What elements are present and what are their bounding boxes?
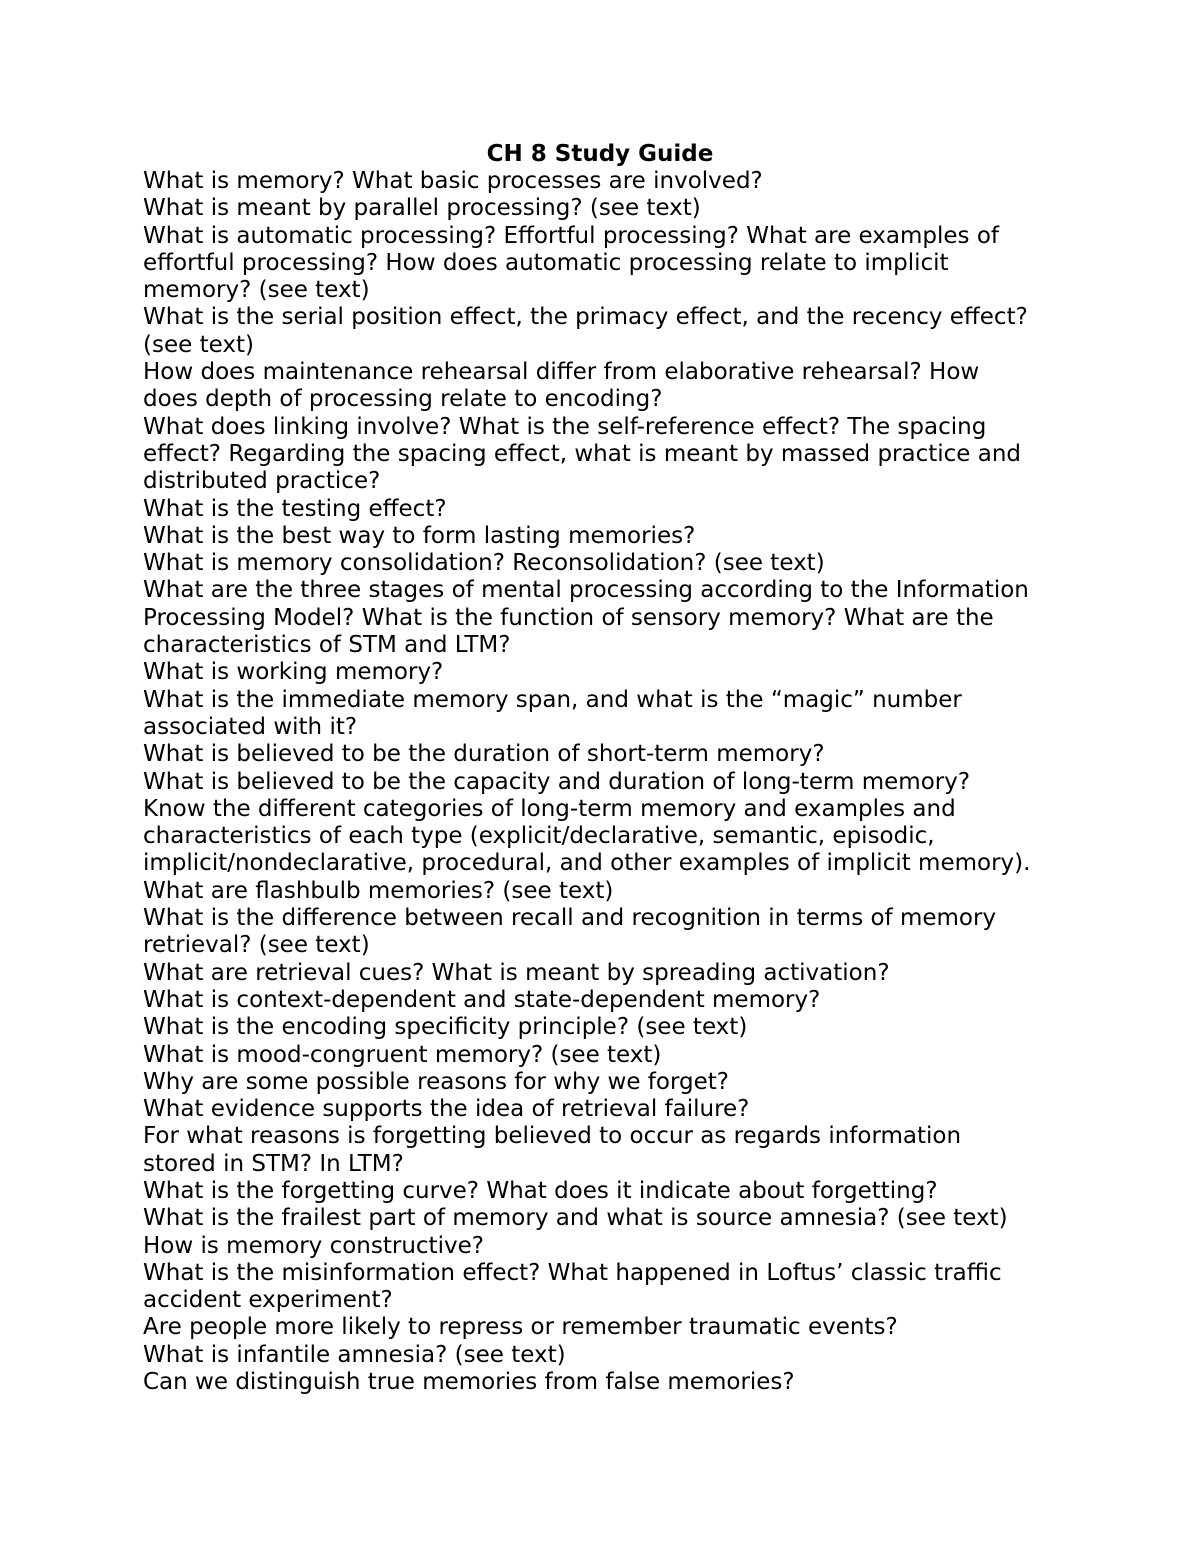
page-title: CH 8 Study Guide bbox=[486, 141, 714, 167]
question-item: What does linking involve? What is the self-reference effect? The spacing effect? Regarding the spacing effect, what is meant by massed practice and distributed practice? bbox=[143, 413, 1022, 495]
question-item: What evidence supports the idea of retrieval failure? bbox=[143, 1096, 750, 1123]
question-item: Are people more likely to repress or remember traumatic events? bbox=[143, 1314, 898, 1341]
question-item: What is meant by parallel processing? (see text) bbox=[143, 195, 701, 222]
question-item: How does maintenance rehearsal differ from elaborative rehearsal? How does depth of processing relate to encoding? bbox=[143, 359, 980, 413]
question-item: What is memory consolidation? Reconsolidation? (see text) bbox=[143, 550, 825, 577]
question-item: What is automatic processing? Effortful processing? What are examples of effortful processing? How does automatic processing relate to implicit memory? (see text) bbox=[143, 222, 999, 304]
question-item: What is mood-congruent memory? (see text) bbox=[143, 1041, 662, 1068]
question-item: What is working memory? bbox=[143, 659, 444, 686]
question-item: What are retrieval cues? What is meant by spreading activation? bbox=[143, 959, 890, 986]
question-item: What is the serial position effect, the primacy effect, and the recency effect? (see text) bbox=[143, 304, 1028, 358]
question-item: How is memory constructive? bbox=[143, 1232, 484, 1259]
question-item: What is believed to be the duration of short-term memory? bbox=[143, 741, 825, 768]
question-item: Can we distinguish true memories from false memories? bbox=[143, 1369, 795, 1396]
question-item: What is the encoding specificity principle? (see text) bbox=[143, 1014, 748, 1041]
question-list bbox=[143, 168, 1063, 1396]
question-item: What is the frailest part of memory and what is source amnesia? (see text) bbox=[143, 1205, 1008, 1232]
question-item: What is context-dependent and state-dependent memory? bbox=[143, 986, 821, 1013]
question-item: What is memory? What basic processes are involved? bbox=[143, 168, 763, 194]
question-item: What is the misinformation effect? What happened in Loftus’ classic traffic accident experiment? bbox=[143, 1259, 1002, 1314]
question-item: What is the best way to form lasting memories? bbox=[143, 522, 696, 549]
question-item: For what reasons is forgetting believed to occur as regards information stored in STM? In LTM? bbox=[143, 1123, 962, 1177]
question-item: What is the difference between recall and recognition in terms of memory retrieval? (see text) bbox=[143, 905, 997, 959]
question-item: What are the three stages of mental processing according to the Information Processing Model? What is the function of sensory memory? What are the characteristics of STM and LTM? bbox=[143, 577, 1029, 659]
question-item: What is the immediate memory span, and what is the “magic” number associated with it? bbox=[143, 686, 962, 740]
question-item: What is the testing effect? bbox=[143, 495, 447, 522]
question-item: What is believed to be the capacity and duration of long-term memory? bbox=[143, 768, 971, 795]
question-item: What is the forgetting curve? What does it indicate about forgetting? bbox=[143, 1177, 938, 1204]
question-item: What are flashbulb memories? (see text) bbox=[143, 877, 614, 904]
question-item: Know the different categories of long-term memory and examples and characteristics of each type (explicit/declarative, semantic, episodic, implicit/nondeclarative, procedural, and other examples of implicit memory). bbox=[143, 795, 1031, 877]
question-item: Why are some possible reasons for why we forget? bbox=[143, 1068, 729, 1095]
question-item: What is infantile amnesia? (see text) bbox=[143, 1341, 566, 1368]
